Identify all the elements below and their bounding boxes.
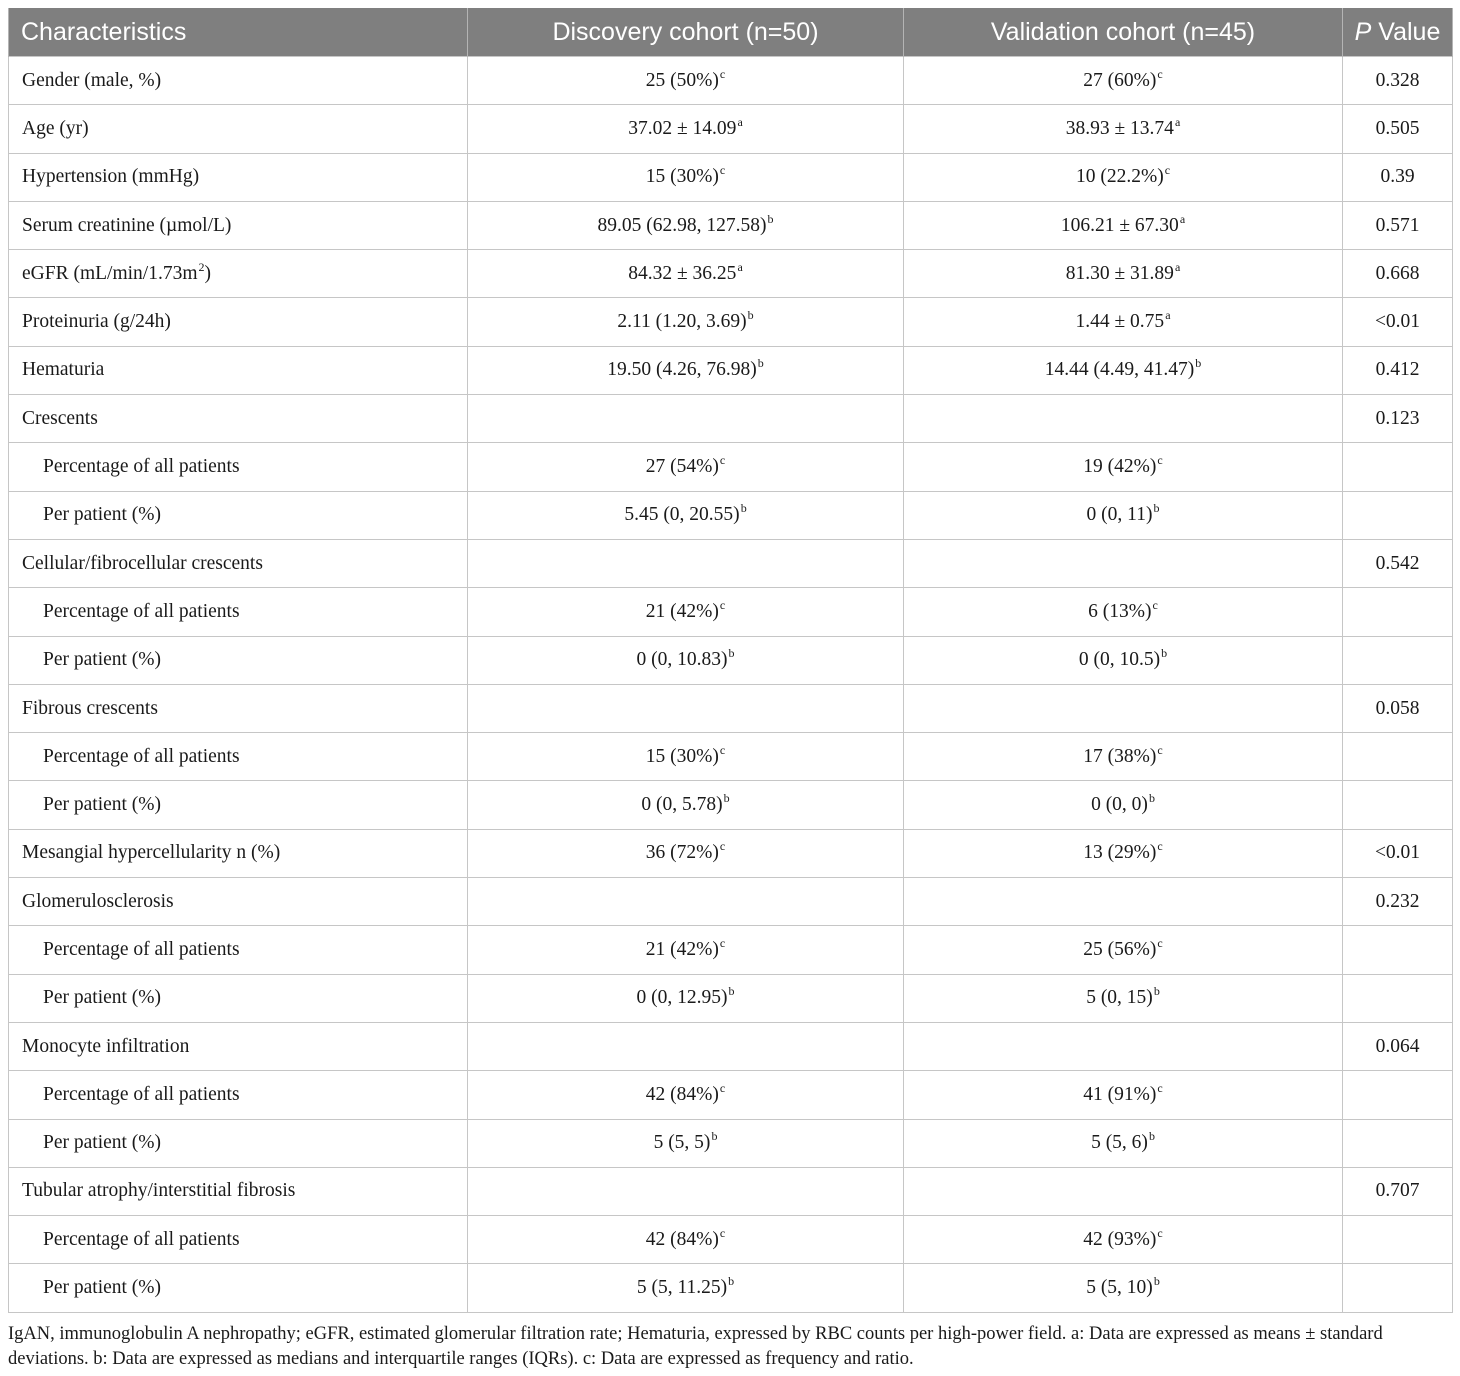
row-label bbox=[9, 588, 468, 636]
validation-cell-value: 41 (91%) bbox=[1083, 1083, 1157, 1105]
row-label-text: Crescents bbox=[22, 407, 98, 429]
row-label bbox=[9, 443, 468, 491]
p-value: 0.505 bbox=[1375, 117, 1420, 139]
validation-cell-value: 0 (0, 11) bbox=[1086, 504, 1153, 526]
discovery-cell bbox=[468, 250, 904, 298]
row-label-text: Per patient (%) bbox=[43, 649, 162, 671]
discovery-cell-value: 25 (50%) bbox=[645, 69, 719, 91]
header-discovery-cohort: Discovery cohort (n=50) bbox=[468, 8, 904, 57]
discovery-cell-value: 2.11 (1.20, 3.69) bbox=[617, 311, 747, 333]
p-value: 0.571 bbox=[1375, 214, 1420, 236]
row-label-text: Glomerulosclerosis bbox=[22, 890, 174, 912]
row-label-text: Percentage of all patients bbox=[43, 456, 240, 478]
validation-cell-footnote-marker: c bbox=[1164, 163, 1171, 178]
row-label-text: Cellular/fibrocellular crescents bbox=[22, 552, 263, 574]
row-label-text: Percentage of all patients bbox=[43, 938, 240, 960]
row-label-text: Per patient (%) bbox=[43, 794, 162, 816]
validation-cell-footnote-marker: c bbox=[1157, 1080, 1163, 1095]
validation-cell-footnote-marker: b bbox=[1153, 984, 1160, 999]
validation-cell bbox=[904, 1071, 1343, 1119]
row-label-text: Per patient (%) bbox=[43, 504, 162, 526]
table-row bbox=[9, 153, 1453, 201]
validation-cell bbox=[904, 395, 1343, 443]
row-label-text: Serum creatinine (µmol/L) bbox=[22, 214, 232, 236]
discovery-cell-footnote-marker: b bbox=[728, 1274, 735, 1289]
p-value: 0.668 bbox=[1375, 262, 1420, 284]
discovery-cell-value: 84.32 ± 36.25 bbox=[628, 262, 737, 284]
row-label bbox=[9, 829, 468, 877]
header-p-value bbox=[1343, 8, 1453, 57]
row-label-text: Per patient (%) bbox=[43, 1132, 162, 1154]
p-value-cell bbox=[1343, 781, 1453, 829]
row-label-suffix: ) bbox=[204, 262, 211, 284]
validation-cell bbox=[904, 588, 1343, 636]
validation-cell-value: 0 (0, 10.5) bbox=[1078, 649, 1161, 671]
validation-cell bbox=[904, 491, 1343, 539]
discovery-cell-value: 36 (72%) bbox=[645, 842, 719, 864]
p-value: 0.064 bbox=[1375, 1035, 1420, 1057]
table-row bbox=[9, 395, 1453, 443]
validation-cell bbox=[904, 105, 1343, 153]
discovery-cell-footnote-marker: b bbox=[757, 356, 764, 371]
validation-cell-footnote-marker: b bbox=[1148, 791, 1155, 806]
p-value-cell bbox=[1343, 105, 1453, 153]
validation-cell-value: 5 (5, 6) bbox=[1091, 1132, 1148, 1154]
row-label bbox=[9, 1216, 468, 1264]
row-label bbox=[9, 733, 468, 781]
p-value-cell bbox=[1343, 1216, 1453, 1264]
discovery-cell-value: 21 (42%) bbox=[645, 600, 719, 622]
p-value: 0.123 bbox=[1375, 407, 1420, 429]
validation-cell bbox=[904, 539, 1343, 587]
p-value-cell bbox=[1343, 733, 1453, 781]
discovery-cell-value: 5.45 (0, 20.55) bbox=[624, 504, 740, 526]
discovery-cell-footnote-marker: c bbox=[719, 66, 726, 81]
validation-cell-footnote-marker: b bbox=[1153, 501, 1160, 516]
table-row bbox=[9, 1264, 1453, 1312]
discovery-cell bbox=[468, 733, 904, 781]
discovery-cell bbox=[468, 346, 904, 394]
p-value-cell bbox=[1343, 539, 1453, 587]
discovery-cell bbox=[468, 974, 904, 1022]
p-value: <0.01 bbox=[1374, 311, 1421, 333]
discovery-cell-footnote-marker: c bbox=[719, 935, 726, 950]
discovery-cell bbox=[468, 1264, 904, 1312]
table-row bbox=[9, 829, 1453, 877]
validation-cell bbox=[904, 1119, 1343, 1167]
discovery-cell bbox=[468, 684, 904, 732]
discovery-cell bbox=[468, 588, 904, 636]
validation-cell bbox=[904, 201, 1343, 249]
discovery-cell-footnote-marker: b bbox=[728, 984, 735, 999]
validation-cell-value: 27 (60%) bbox=[1083, 69, 1157, 91]
table-row bbox=[9, 926, 1453, 974]
discovery-cell bbox=[468, 201, 904, 249]
validation-cell bbox=[904, 733, 1343, 781]
row-label bbox=[9, 105, 468, 153]
discovery-cell-footnote-marker: c bbox=[719, 597, 726, 612]
row-label bbox=[9, 878, 468, 926]
table-row bbox=[9, 1167, 1453, 1215]
row-label-text: eGFR (mL/min/1.73m bbox=[22, 262, 198, 284]
validation-cell bbox=[904, 1216, 1343, 1264]
validation-cell-value: 19 (42%) bbox=[1083, 456, 1157, 478]
table-row bbox=[9, 636, 1453, 684]
discovery-cell-footnote-marker: c bbox=[719, 1080, 726, 1095]
discovery-cell bbox=[468, 1119, 904, 1167]
row-label bbox=[9, 926, 468, 974]
row-label bbox=[9, 1119, 468, 1167]
discovery-cell-value: 0 (0, 10.83) bbox=[636, 649, 728, 671]
validation-cell-value: 106.21 ± 67.30 bbox=[1060, 214, 1179, 236]
row-label bbox=[9, 298, 468, 346]
discovery-cell bbox=[468, 1022, 904, 1070]
validation-cell-footnote-marker: b bbox=[1148, 1129, 1155, 1144]
p-value-cell bbox=[1343, 926, 1453, 974]
table-row bbox=[9, 298, 1453, 346]
p-value: 0.542 bbox=[1375, 552, 1420, 574]
validation-cell-footnote-marker: a bbox=[1179, 211, 1186, 226]
row-label bbox=[9, 201, 468, 249]
validation-cell-footnote-marker: c bbox=[1157, 839, 1163, 854]
row-label bbox=[9, 1264, 468, 1312]
table-row bbox=[9, 1071, 1453, 1119]
validation-cell bbox=[904, 878, 1343, 926]
validation-cell-footnote-marker: b bbox=[1195, 356, 1202, 371]
row-label-superscript: 2 bbox=[198, 259, 205, 274]
validation-cell-footnote-marker: c bbox=[1157, 66, 1163, 81]
row-label-text: Hematuria bbox=[22, 359, 105, 381]
validation-cell-value: 0 (0, 0) bbox=[1091, 794, 1148, 816]
validation-cell bbox=[904, 443, 1343, 491]
row-label-text: Proteinuria (g/24h) bbox=[22, 311, 171, 333]
p-value-cell bbox=[1343, 250, 1453, 298]
discovery-cell bbox=[468, 636, 904, 684]
validation-cell-value: 13 (29%) bbox=[1083, 842, 1157, 864]
header-validation-cohort: Validation cohort (n=45) bbox=[904, 8, 1343, 57]
discovery-cell-value: 89.05 (62.98, 127.58) bbox=[597, 214, 767, 236]
validation-cell-footnote-marker: c bbox=[1152, 597, 1158, 612]
table-row bbox=[9, 733, 1453, 781]
p-value-cell bbox=[1343, 1119, 1453, 1167]
header-characteristics: Characteristics bbox=[9, 8, 468, 57]
discovery-cell-footnote-marker: c bbox=[719, 742, 726, 757]
validation-cell-value: 5 (5, 10) bbox=[1086, 1277, 1153, 1299]
discovery-cell-value: 27 (54%) bbox=[645, 456, 719, 478]
discovery-cell bbox=[468, 298, 904, 346]
table-row bbox=[9, 1022, 1453, 1070]
p-value-cell bbox=[1343, 491, 1453, 539]
discovery-cell-footnote-marker: b bbox=[767, 211, 774, 226]
discovery-cell bbox=[468, 153, 904, 201]
table-row bbox=[9, 443, 1453, 491]
discovery-cell bbox=[468, 829, 904, 877]
row-label bbox=[9, 684, 468, 732]
validation-cell bbox=[904, 1022, 1343, 1070]
validation-cell-value: 10 (22.2%) bbox=[1075, 166, 1164, 188]
discovery-cell bbox=[468, 105, 904, 153]
row-label bbox=[9, 974, 468, 1022]
table-row bbox=[9, 201, 1453, 249]
row-label bbox=[9, 1167, 468, 1215]
p-value-cell bbox=[1343, 684, 1453, 732]
p-value-cell bbox=[1343, 1264, 1453, 1312]
discovery-cell-footnote-marker: a bbox=[737, 259, 743, 274]
p-value-cell bbox=[1343, 829, 1453, 877]
table-row bbox=[9, 491, 1453, 539]
discovery-cell-value: 0 (0, 12.95) bbox=[636, 987, 728, 1009]
characteristics-table bbox=[8, 8, 1453, 1313]
row-label-text: Tubular atrophy/interstitial fibrosis bbox=[22, 1180, 296, 1202]
table-row bbox=[9, 346, 1453, 394]
table-row bbox=[9, 105, 1453, 153]
row-label-text: Per patient (%) bbox=[43, 1277, 162, 1299]
discovery-cell-value: 19.50 (4.26, 76.98) bbox=[607, 359, 757, 381]
discovery-cell-value: 15 (30%) bbox=[645, 745, 719, 767]
table-row bbox=[9, 250, 1453, 298]
discovery-cell-footnote-marker: a bbox=[737, 114, 743, 129]
row-label-text: Monocyte infiltration bbox=[22, 1035, 190, 1057]
p-value-cell bbox=[1343, 153, 1453, 201]
validation-cell bbox=[904, 636, 1343, 684]
discovery-cell-value: 37.02 ± 14.09 bbox=[628, 117, 737, 139]
validation-cell-value: 42 (93%) bbox=[1083, 1228, 1157, 1250]
table-footnote bbox=[8, 1322, 1452, 1372]
validation-cell-footnote-marker: c bbox=[1157, 935, 1163, 950]
p-value: 0.39 bbox=[1380, 166, 1415, 188]
discovery-cell bbox=[468, 491, 904, 539]
discovery-cell bbox=[468, 1167, 904, 1215]
validation-cell bbox=[904, 250, 1343, 298]
table-row bbox=[9, 878, 1453, 926]
row-label bbox=[9, 781, 468, 829]
discovery-cell-footnote-marker: b bbox=[728, 646, 735, 661]
validation-cell bbox=[904, 829, 1343, 877]
discovery-cell bbox=[468, 443, 904, 491]
p-value: 0.412 bbox=[1375, 359, 1420, 381]
table-row bbox=[9, 1119, 1453, 1167]
validation-cell-value: 5 (0, 15) bbox=[1086, 987, 1153, 1009]
discovery-cell bbox=[468, 878, 904, 926]
validation-cell bbox=[904, 1167, 1343, 1215]
p-value: 0.328 bbox=[1375, 69, 1420, 91]
discovery-cell-footnote-marker: b bbox=[711, 1129, 718, 1144]
row-label-text: Percentage of all patients bbox=[43, 745, 240, 767]
row-label-text: Mesangial hypercellularity n (%) bbox=[22, 842, 281, 864]
p-value: 0.707 bbox=[1375, 1180, 1420, 1202]
p-value: 0.232 bbox=[1375, 890, 1420, 912]
table-row bbox=[9, 1216, 1453, 1264]
discovery-cell-value: 42 (84%) bbox=[645, 1228, 719, 1250]
p-value-cell bbox=[1343, 346, 1453, 394]
validation-cell-footnote-marker: a bbox=[1174, 114, 1181, 129]
table-row bbox=[9, 588, 1453, 636]
row-label-text: Percentage of all patients bbox=[43, 1228, 240, 1250]
discovery-cell-footnote-marker: c bbox=[719, 163, 726, 178]
validation-cell-value: 81.30 ± 31.89 bbox=[1065, 262, 1174, 284]
p-value: 0.058 bbox=[1375, 697, 1420, 719]
validation-cell bbox=[904, 298, 1343, 346]
validation-cell-value: 1.44 ± 0.75 bbox=[1075, 311, 1165, 333]
row-label-text: Percentage of all patients bbox=[43, 600, 240, 622]
discovery-cell bbox=[468, 1216, 904, 1264]
discovery-cell-footnote-marker: b bbox=[723, 791, 730, 806]
row-label bbox=[9, 491, 468, 539]
table-row bbox=[9, 539, 1453, 587]
validation-cell-footnote-marker: b bbox=[1161, 646, 1168, 661]
discovery-cell-value: 0 (0, 5.78) bbox=[641, 794, 723, 816]
p-value-cell bbox=[1343, 1071, 1453, 1119]
discovery-cell bbox=[468, 539, 904, 587]
p-value-cell bbox=[1343, 395, 1453, 443]
discovery-cell-footnote-marker: b bbox=[747, 308, 754, 323]
validation-cell-value: 14.44 (4.49, 41.47) bbox=[1044, 359, 1195, 381]
discovery-cell-footnote-marker: b bbox=[740, 501, 747, 516]
validation-cell-value: 25 (56%) bbox=[1083, 938, 1157, 960]
discovery-cell bbox=[468, 1071, 904, 1119]
table-row bbox=[9, 684, 1453, 732]
row-label bbox=[9, 395, 468, 443]
validation-cell-footnote-marker: b bbox=[1153, 1274, 1160, 1289]
discovery-cell bbox=[468, 926, 904, 974]
discovery-cell-value: 21 (42%) bbox=[645, 938, 719, 960]
validation-cell bbox=[904, 926, 1343, 974]
row-label-text: Hypertension (mmHg) bbox=[22, 166, 200, 188]
footnote-text: IgAN, immunoglobulin A nephropathy; eGFR, estimated glomerular filtration rate; Hematuria, expressed by RBC counts per high-power field. a: Data are expressed as means ± standard deviations. b: Data are expressed as medians and interquartile ranges (IQRs). c: Data are expressed as frequency and ratio. bbox=[8, 1324, 1383, 1369]
discovery-cell-value: 15 (30%) bbox=[645, 166, 719, 188]
validation-cell bbox=[904, 153, 1343, 201]
discovery-cell-value: 5 (5, 5) bbox=[653, 1132, 711, 1154]
discovery-cell bbox=[468, 57, 904, 105]
discovery-cell bbox=[468, 395, 904, 443]
discovery-cell-footnote-marker: c bbox=[719, 453, 726, 468]
row-label bbox=[9, 1022, 468, 1070]
row-label-text: Per patient (%) bbox=[43, 987, 162, 1009]
validation-cell bbox=[904, 346, 1343, 394]
table-row bbox=[9, 974, 1453, 1022]
row-label bbox=[9, 250, 468, 298]
p-value: <0.01 bbox=[1374, 842, 1421, 864]
validation-cell bbox=[904, 684, 1343, 732]
p-value-cell bbox=[1343, 1022, 1453, 1070]
header-p-italic: P bbox=[1354, 17, 1372, 46]
discovery-cell-value: 5 (5, 11.25) bbox=[636, 1277, 728, 1299]
table-row bbox=[9, 781, 1453, 829]
validation-cell bbox=[904, 974, 1343, 1022]
validation-cell-footnote-marker: c bbox=[1157, 742, 1163, 757]
p-value-cell bbox=[1343, 57, 1453, 105]
header-p-rest: Value bbox=[1371, 17, 1441, 46]
validation-cell-value: 17 (38%) bbox=[1083, 745, 1157, 767]
row-label-text: Percentage of all patients bbox=[43, 1083, 240, 1105]
validation-cell-footnote-marker: a bbox=[1174, 259, 1181, 274]
table-container bbox=[8, 8, 1452, 1313]
validation-cell-value: 6 (13%) bbox=[1088, 600, 1152, 622]
validation-cell-footnote-marker: c bbox=[1157, 1225, 1163, 1240]
row-label bbox=[9, 153, 468, 201]
validation-cell-footnote-marker: c bbox=[1157, 453, 1163, 468]
row-label bbox=[9, 1071, 468, 1119]
discovery-cell bbox=[468, 781, 904, 829]
table-body bbox=[9, 57, 1453, 1313]
discovery-cell-value: 42 (84%) bbox=[645, 1083, 719, 1105]
p-value-cell bbox=[1343, 1167, 1453, 1215]
row-label-text: Age (yr) bbox=[22, 117, 89, 139]
validation-cell bbox=[904, 57, 1343, 105]
p-value-cell bbox=[1343, 636, 1453, 684]
p-value-cell bbox=[1343, 974, 1453, 1022]
table-row bbox=[9, 57, 1453, 105]
validation-cell-value: 38.93 ± 13.74 bbox=[1065, 117, 1174, 139]
validation-cell bbox=[904, 781, 1343, 829]
row-label bbox=[9, 57, 468, 105]
row-label bbox=[9, 539, 468, 587]
row-label bbox=[9, 346, 468, 394]
p-value-cell bbox=[1343, 878, 1453, 926]
p-value-cell bbox=[1343, 443, 1453, 491]
header-row bbox=[9, 8, 1453, 57]
discovery-cell-footnote-marker: c bbox=[719, 1225, 726, 1240]
validation-cell bbox=[904, 1264, 1343, 1312]
p-value-cell bbox=[1343, 298, 1453, 346]
row-label-text: Gender (male, %) bbox=[22, 69, 162, 91]
validation-cell-footnote-marker: a bbox=[1165, 308, 1171, 323]
row-label-text: Fibrous crescents bbox=[22, 697, 158, 719]
discovery-cell-footnote-marker: c bbox=[719, 839, 726, 854]
p-value-cell bbox=[1343, 588, 1453, 636]
row-label bbox=[9, 636, 468, 684]
p-value-cell bbox=[1343, 201, 1453, 249]
